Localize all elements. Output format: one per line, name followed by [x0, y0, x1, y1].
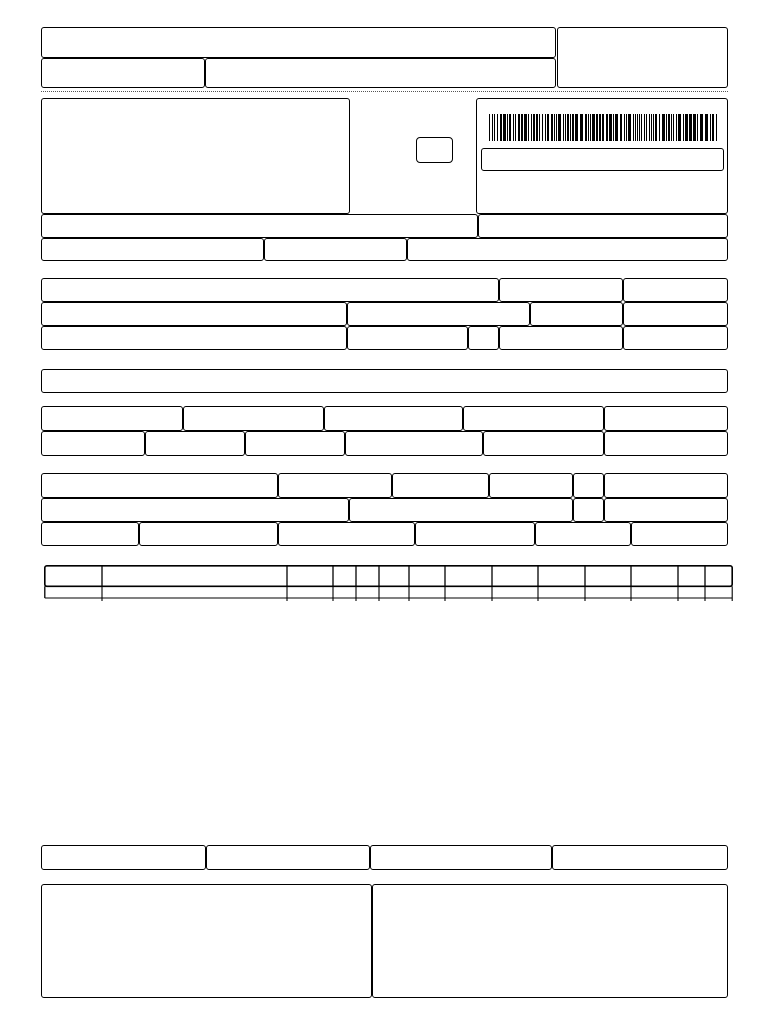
cnpj-field: [407, 238, 728, 261]
barcode-bar: [489, 114, 490, 141]
barcode-bar: [563, 114, 564, 141]
barcode-bar: [615, 114, 618, 141]
barcode-bar: [693, 114, 696, 141]
barcode-bar: [547, 114, 549, 141]
barcode-bar: [503, 114, 506, 141]
barcode-bar: [565, 114, 566, 141]
barcode-icon: [489, 114, 717, 141]
barcode-bar: [497, 114, 498, 141]
cut-line: [41, 91, 728, 92]
carrier-name-field: [41, 473, 278, 498]
barcode-bar: [626, 114, 627, 141]
barcode-bar: [528, 114, 529, 141]
barcode-bar: [683, 114, 684, 141]
barcode-bar: [700, 114, 703, 141]
barcode-bar: [673, 114, 674, 141]
invoice-total-field: [604, 431, 728, 456]
barcode-bar: [633, 114, 634, 141]
barcode-bar: [539, 114, 540, 141]
barcode-bar: [494, 114, 495, 141]
barcode-bar: [716, 114, 717, 141]
barcode-bar: [653, 114, 654, 141]
header-logo-box: [557, 27, 728, 88]
barcode-bar: [554, 114, 555, 141]
products-total-field: [604, 406, 728, 431]
barcode-bar: [521, 114, 523, 141]
icms-value-field: [183, 406, 324, 431]
icms-st-base-field: [324, 406, 463, 431]
barcode-bar: [712, 114, 714, 141]
recipient-district-field: [347, 302, 530, 326]
barcode-bar: [590, 114, 591, 141]
barcode-bar: [689, 114, 692, 141]
barcode-bar: [556, 114, 557, 141]
header-subfield-left: [41, 58, 205, 88]
recipient-city-field: [41, 326, 347, 350]
freight-mode-field: [278, 473, 392, 498]
operation-nature-field: [41, 214, 478, 238]
barcode-bar: [580, 114, 583, 141]
barcode-bar: [507, 114, 508, 141]
recipient-name-field: [41, 278, 499, 302]
barcode-bar: [671, 114, 672, 141]
discount-field: [245, 431, 345, 456]
carrier-cnpj-field: [604, 473, 728, 498]
additional-info-box: [41, 884, 372, 998]
barcode-bar: [515, 114, 516, 141]
carrier-ie-field: [604, 498, 728, 522]
recipient-uf-field: [468, 326, 499, 350]
recipient-phone-field: [347, 326, 468, 350]
carrier-city-field: [349, 498, 573, 522]
barcode-bar: [606, 114, 608, 141]
barcode-bar: [500, 114, 502, 141]
recipient-zip-field: [530, 302, 623, 326]
state-registration-subst-field: [264, 238, 407, 261]
state-registration-field: [41, 238, 264, 261]
barcode-bar: [599, 114, 601, 141]
barcode-bar: [651, 114, 652, 141]
fisco-reserved-box: [372, 884, 728, 998]
services-total-field: [206, 845, 370, 870]
carrier-address-field: [41, 498, 349, 522]
barcode-bar: [588, 114, 589, 141]
barcode-bar: [649, 114, 650, 141]
barcode-bar: [676, 114, 677, 141]
barcode-bar: [705, 114, 708, 141]
header-title-field: [41, 27, 556, 58]
barcode-bar: [585, 114, 587, 141]
barcode-bar: [533, 114, 535, 141]
barcode-bar: [662, 114, 665, 141]
insurance-value-field: [145, 431, 245, 456]
barcode-bar: [509, 114, 511, 141]
header-subfield-right: [205, 58, 556, 88]
issqn-value-field: [552, 845, 728, 870]
net-weight-field: [631, 522, 728, 546]
barcode-bar: [570, 114, 571, 141]
barcode-bar: [641, 114, 642, 141]
icms-st-value-field: [463, 406, 604, 431]
barcode-bar: [513, 114, 514, 141]
barcode-bar: [572, 114, 574, 141]
barcode-bar: [644, 114, 645, 141]
ipi-value-field: [483, 431, 604, 456]
barcode-bar: [596, 114, 598, 141]
barcode-bar: [655, 114, 657, 141]
barcode-bar: [602, 114, 604, 141]
barcode-bar: [575, 114, 578, 141]
species-field: [139, 522, 278, 546]
barcode-bar: [545, 114, 546, 141]
barcode-bar: [697, 114, 698, 141]
access-key-field: [481, 148, 724, 171]
vehicle-plate-field: [489, 473, 573, 498]
barcode-bar: [613, 114, 614, 141]
exit-time-field: [623, 326, 728, 350]
exit-date-field: [623, 302, 728, 326]
antt-code-field: [392, 473, 489, 498]
barcode-bar: [628, 114, 631, 141]
barcode-bar: [710, 114, 711, 141]
barcode-bar: [551, 114, 553, 141]
freight-value-field: [41, 431, 145, 456]
barcode-bar: [558, 114, 561, 141]
emission-date-field: [623, 278, 728, 302]
protocol-field: [478, 214, 728, 238]
issuer-box: [41, 98, 350, 214]
quantity-field: [41, 522, 139, 546]
barcode-bar: [536, 114, 538, 141]
barcode-bar: [639, 114, 640, 141]
barcode-bar: [567, 114, 569, 141]
issqn-base-field: [370, 845, 552, 870]
barcode-bar: [659, 114, 660, 141]
barcode-bar: [542, 114, 543, 141]
barcode-bar: [668, 114, 670, 141]
recipient-cnpj-field: [499, 278, 623, 302]
barcode-bar: [492, 114, 493, 141]
barcode-bar: [635, 114, 636, 141]
barcode-bar: [524, 114, 527, 141]
brand-field: [278, 522, 415, 546]
model-code-box: [416, 137, 453, 163]
other-expenses-field: [345, 431, 483, 456]
barcode-bar: [637, 114, 638, 141]
barcode-bar: [531, 114, 532, 141]
numbering-field: [415, 522, 535, 546]
gross-weight-field: [535, 522, 631, 546]
barcode-bar: [624, 114, 625, 141]
barcode-bar: [678, 114, 681, 141]
barcode-bar: [685, 114, 688, 141]
recipient-ie-field: [499, 326, 623, 350]
barcode-bar: [518, 114, 520, 141]
vehicle-uf-field: [573, 473, 604, 498]
barcode-bar: [609, 114, 612, 141]
items-table: [44, 565, 733, 602]
recipient-address-field: [41, 302, 347, 326]
barcode-bar: [592, 114, 595, 141]
icms-base-field: [41, 406, 183, 431]
carrier-uf-field: [573, 498, 604, 522]
invoice-duplicate-field: [41, 369, 728, 393]
barcode-bar: [620, 114, 622, 141]
barcode-bar: [646, 114, 647, 141]
table-header-row: [45, 566, 732, 587]
municipal-registration-field: [41, 845, 206, 870]
barcode-bar: [666, 114, 667, 141]
